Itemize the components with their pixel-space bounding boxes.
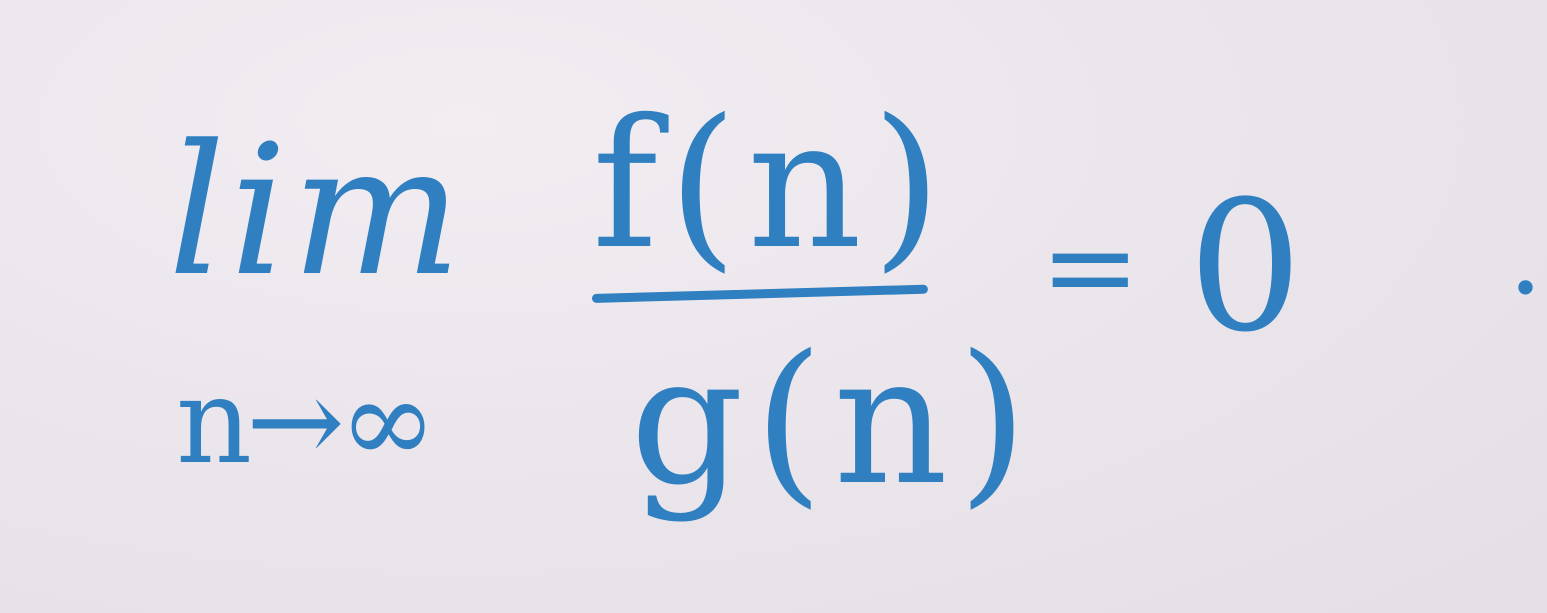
equals-sign: = — [1040, 198, 1141, 337]
fraction-numerator: f(n) — [592, 81, 952, 288]
limit-subscript: n→∞ — [176, 352, 432, 490]
limit-result: 0 — [1188, 163, 1303, 372]
limit-operator: lim — [168, 107, 466, 316]
period-mark: . — [1508, 191, 1543, 319]
fraction-denominator: g(n) — [630, 317, 1038, 524]
